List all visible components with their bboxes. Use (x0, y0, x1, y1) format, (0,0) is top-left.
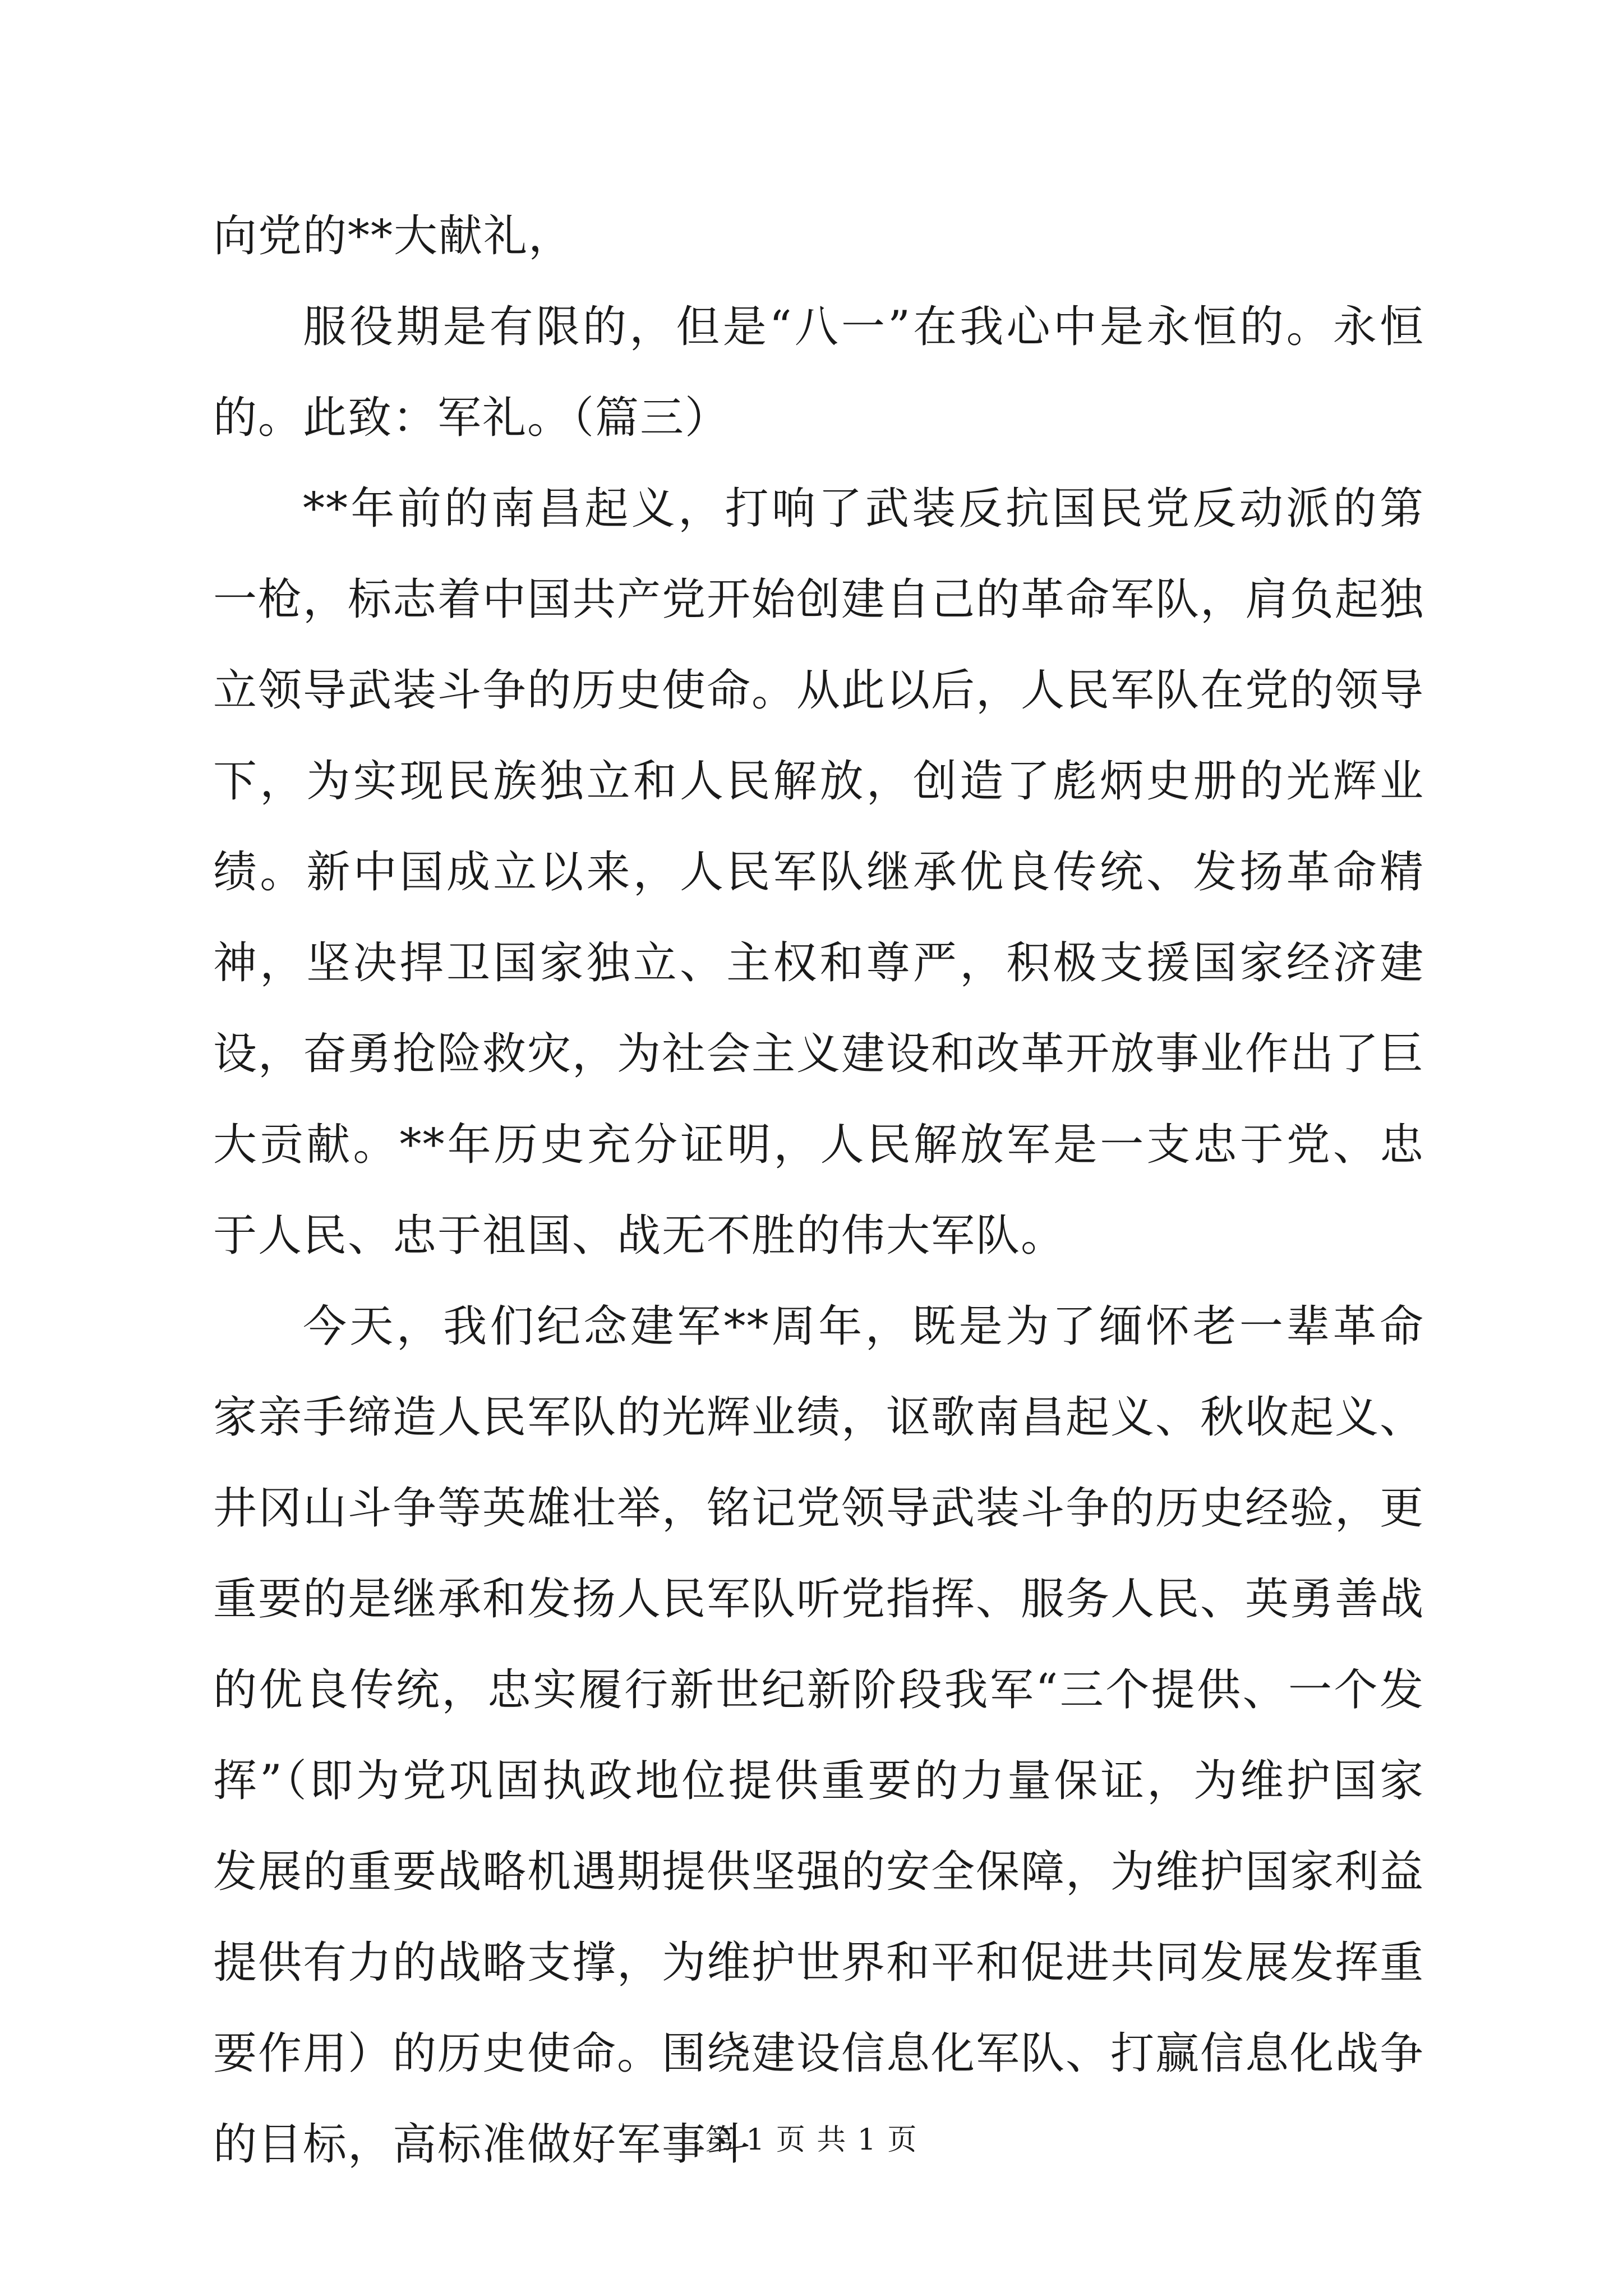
page-footer: 第 1 页 共 1 页 (705, 2123, 918, 2157)
paragraph-2: 服役期是有限的，但是“八一”在我心中是永恒的。永恒的。此致：军礼。（篇三） (213, 302, 1424, 443)
paragraph-1: 向党的**大献礼， (213, 211, 574, 261)
document-body (213, 191, 1424, 2190)
paragraph-3: **年前的南昌起义，打响了武装反抗国民党反动派的第一枪，标志着中国共产党开始创建自己的革命军队，肩负起独立领导武装斗争的历史使命。从此以后，人民军队在党的领导下，为实现民族独立和人民解放，创造了彪炳史册的光辉业绩。新中国成立以来，人民军队继承优良传统、发扬革命精神，坚决捍卫国家独立、主权和尊严，积极支援国家经济建设，奋勇抢险救灾，为社会主义建设和改革开放事业作出了巨大贡献。**年历史充分证明，人民解放军是一支忠于党、忠于人民、忠于祖国、战无不胜的伟大军队。 (213, 484, 1425, 1261)
paragraph-4: 今天，我们纪念建军**周年，既是为了缅怀老一辈革命家亲手缔造人民军队的光辉业绩，讴歌南昌起义、秋收起义、井冈山斗争等英雄壮举，铭记党领导武装斗争的历史经验，更重要的是继承和发扬人民军队听党指挥、服务人民、英勇善战的优良传统，忠实履行新世纪新阶段我军“三个提供、一个发挥”（即为党巩固执政地位提供重要的力量保证，为维护国家发展的重要战略机遇期提供坚强的安全保障，为维护国家利益提供有力的战略支撑，为维护世界和平和促进共同发展发挥重要作用）的历史使命。围绕建设信息化军队、打赢信息化战争的目标，高标准做好军事斗 (213, 1301, 1425, 2170)
